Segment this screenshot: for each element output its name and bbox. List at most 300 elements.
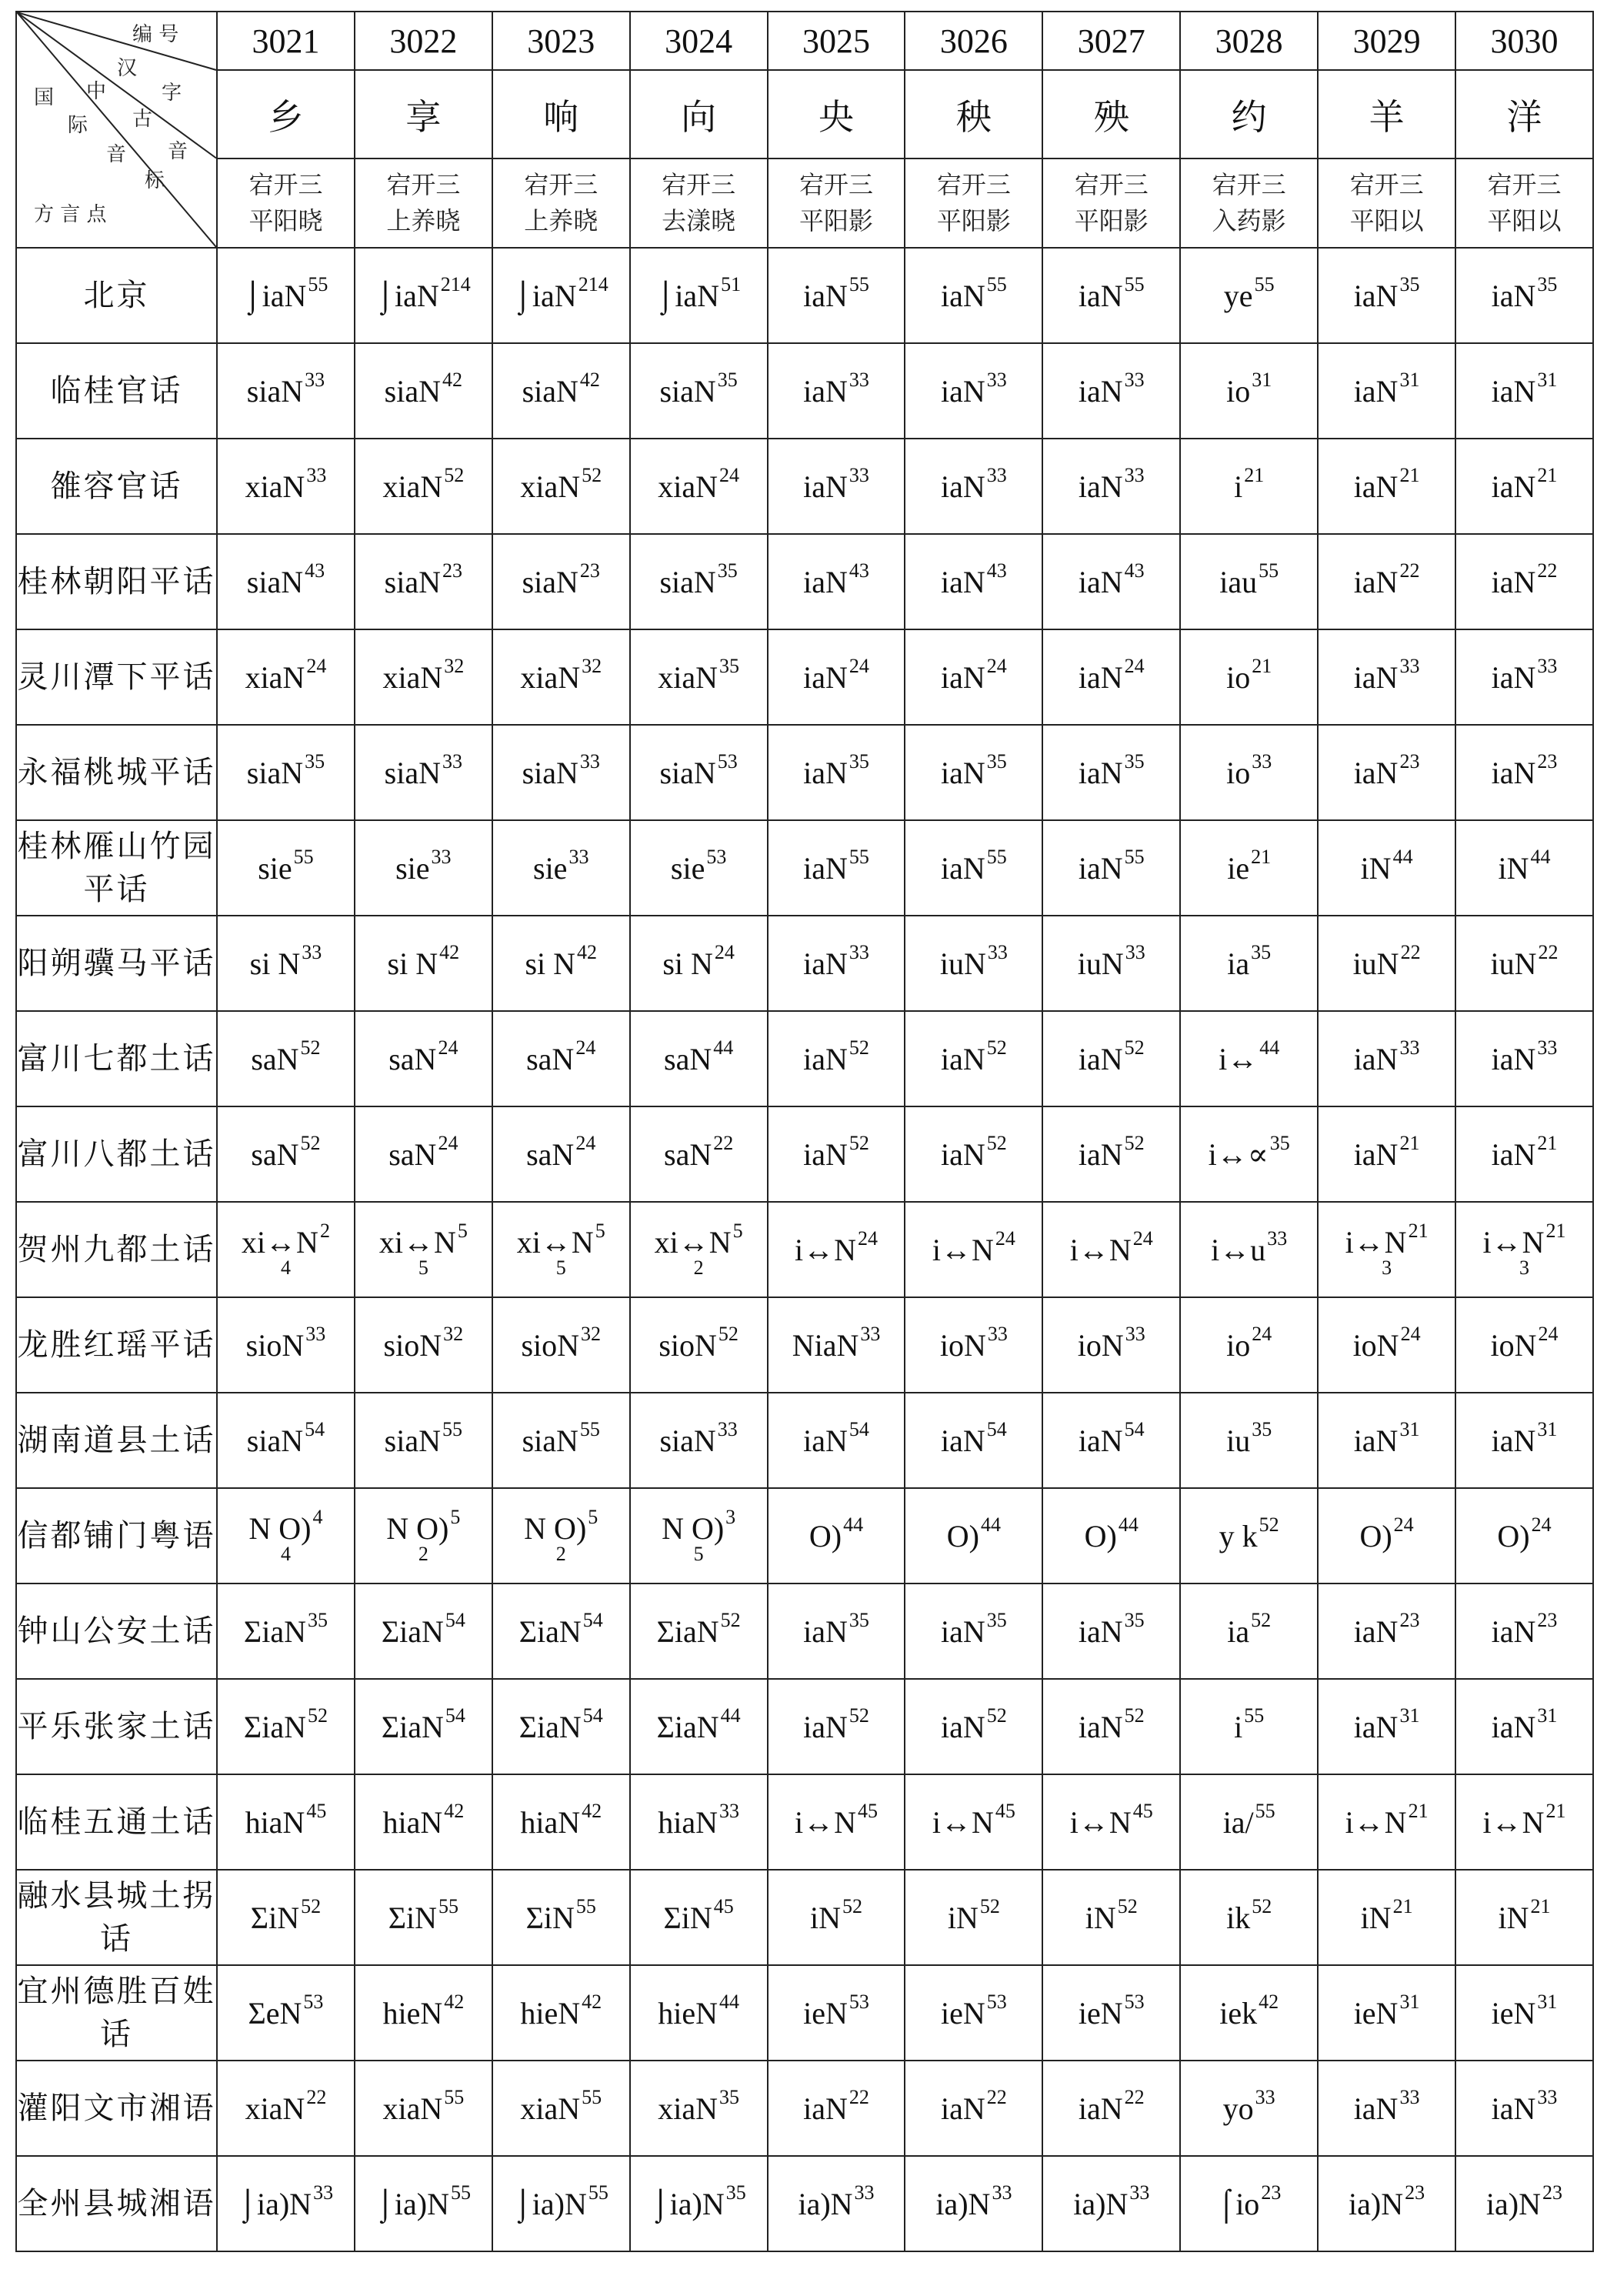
column-phonology [1042, 159, 1180, 248]
tone-number: 22 [1538, 941, 1559, 963]
pronunciation-cell [492, 916, 630, 1011]
pronunciation-base: iaN [1353, 659, 1399, 695]
pronunciation-base: sie [258, 850, 292, 886]
pronunciation-cell [768, 1011, 905, 1106]
phonology-line-1: 宕开三 [524, 170, 598, 199]
tone-number: 52 [444, 464, 465, 486]
pronunciation-cell [1318, 1011, 1455, 1106]
phonology-line-1: 宕开三 [1487, 170, 1562, 199]
tone-number: 214 [578, 273, 608, 295]
tone-number: 55 [849, 273, 869, 295]
pronunciation-cell [1180, 1679, 1318, 1774]
pronunciation-cell [492, 1965, 630, 2061]
tone-number: 54 [986, 1418, 1007, 1440]
tone-number: 35 [1252, 1418, 1272, 1440]
pronunciation-base: iaN [1491, 564, 1536, 599]
tone-number: 24 [1252, 1323, 1272, 1345]
pronunciation-base: iN [1085, 1900, 1116, 1935]
pronunciation-base: siaN [522, 373, 578, 409]
pronunciation-cell [355, 629, 492, 725]
pronunciation-base: iuN [1077, 946, 1124, 981]
pronunciation-base: iN [1498, 1900, 1529, 1935]
pronunciation-cell [1318, 534, 1455, 629]
pronunciation-cell [1180, 2061, 1318, 2156]
tone-number: 21 [1408, 1800, 1429, 1822]
tone-number: 52 [979, 1895, 1000, 1917]
tone-number-continued: 3 [1382, 1256, 1392, 1279]
tone-number: 24 [858, 1227, 878, 1250]
tone-number: 43 [986, 559, 1007, 582]
pronunciation-base: ik [1226, 1900, 1251, 1935]
dialect-point-name: 北京 [16, 248, 217, 343]
pronunciation-base: iaN [1491, 1423, 1536, 1458]
pronunciation-base: O) [1084, 1518, 1117, 1553]
table-row [16, 1011, 1593, 1106]
pronunciation-cell [492, 1870, 630, 1965]
pronunciation-cell [1042, 1870, 1180, 1965]
pronunciation-cell [1455, 820, 1593, 916]
table-row [16, 1870, 1593, 1965]
pronunciation-base: iaN [1353, 1041, 1399, 1076]
tone-number: 31 [1399, 1418, 1420, 1440]
pronunciation-base: ieN [1491, 1995, 1536, 2031]
pronunciation-base: ⌡iaN [375, 278, 439, 313]
pronunciation-base: iaN [1353, 2091, 1399, 2126]
tone-number: 35 [986, 750, 1007, 773]
pronunciation-cell [768, 1202, 905, 1297]
pronunciation-base: io [1226, 659, 1251, 695]
tone-number: 22 [306, 2086, 327, 2108]
tone-number: 54 [445, 1704, 465, 1727]
tone-number-continued: 2 [418, 1542, 428, 1565]
table-row [16, 1488, 1593, 1584]
tone-number: 31 [1537, 1991, 1558, 2013]
column-character: 央 [768, 70, 905, 159]
pronunciation-base: iaN [1491, 373, 1536, 409]
pronunciation-cell [1180, 1297, 1318, 1393]
tone-number: 33 [987, 1323, 1008, 1345]
tone-number: 31 [1537, 1704, 1558, 1727]
pronunciation-base: ⌡ia)N [513, 2186, 587, 2221]
tone-number: 23 [1537, 1609, 1558, 1631]
pronunciation-base: iaN [1353, 373, 1399, 409]
pronunciation-base: ie [1227, 850, 1250, 886]
pronunciation-base: io [1226, 755, 1251, 790]
table-row [16, 629, 1593, 725]
tone-number: 23 [1405, 2181, 1425, 2204]
pronunciation-cell [1042, 2156, 1180, 2251]
pronunciation-base: y k [1219, 1518, 1258, 1553]
pronunciation-cell [492, 1584, 630, 1679]
pronunciation-cell [1455, 1679, 1593, 1774]
pronunciation-base: hieN [658, 1995, 718, 2031]
pronunciation-base: iaN [1078, 1709, 1123, 1744]
tone-number: 42 [1259, 1991, 1279, 2013]
pronunciation-cell [1455, 343, 1593, 439]
pronunciation-base: ⌡iaN [513, 278, 577, 313]
tone-number: 24 [714, 941, 735, 963]
pronunciation-cell [1180, 916, 1318, 1011]
pronunciation-base: iaN [803, 1709, 848, 1744]
pronunciation-base: iN [947, 1900, 979, 1935]
pronunciation-base: sioN [245, 1327, 305, 1363]
pronunciation-cell [905, 1679, 1042, 1774]
pronunciation-base: ΣiN [525, 1900, 575, 1935]
tone-number: 31 [1252, 369, 1272, 391]
pronunciation-base: i↔N [932, 1804, 994, 1840]
pronunciation-cell [1042, 1774, 1180, 1870]
pronunciation-cell [630, 1870, 768, 1965]
pronunciation-base: siaN [659, 564, 716, 599]
pronunciation-cell [905, 1106, 1042, 1202]
pronunciation-base: ΣiN [388, 1900, 437, 1935]
tone-number: 44 [1259, 1036, 1280, 1059]
pronunciation-cell [1455, 1297, 1593, 1393]
tone-number: 24 [1538, 1323, 1559, 1345]
pronunciation-base: siaN [384, 373, 441, 409]
tone-number: 35 [725, 2181, 746, 2204]
tone-number: 45 [858, 1800, 878, 1822]
tone-number: 35 [1124, 750, 1145, 773]
pronunciation-cell [492, 2061, 630, 2156]
pronunciation-base: hiaN [658, 1804, 718, 1840]
dialect-point-name: 全州县城湘语 [16, 2156, 217, 2251]
pronunciation-base: iaN [803, 659, 848, 695]
column-phonology [217, 159, 355, 248]
pronunciation-cell [217, 1393, 355, 1488]
pronunciation-cell [492, 534, 630, 629]
pronunciation-base: ia [1227, 946, 1250, 981]
tone-number: 42 [579, 369, 600, 391]
tone-number: 33 [305, 1323, 326, 1345]
pronunciation-base: saN [526, 1136, 575, 1172]
pronunciation-cell [1318, 2156, 1455, 2251]
pronunciation-cell [1180, 1488, 1318, 1584]
tone-number: 33 [854, 2181, 875, 2204]
pronunciation-cell [1455, 725, 1593, 820]
pronunciation-cell [630, 1297, 768, 1393]
pronunciation-base: xiaN [520, 659, 581, 695]
tone-number: 55 [1124, 846, 1145, 868]
table-row [16, 534, 1593, 629]
pronunciation-cell [1180, 1393, 1318, 1488]
tone-number: 24 [306, 655, 327, 677]
phonology-line-1: 宕开三 [1212, 170, 1286, 199]
dialect-point-name: 临桂五通土话 [16, 1774, 217, 1870]
pronunciation-cell [905, 2156, 1042, 2251]
corner-char-zi: 字 [162, 82, 182, 105]
pronunciation-cell [1455, 1584, 1593, 1679]
column-number: 3028 [1180, 12, 1318, 70]
pronunciation-base: ia)N [935, 2186, 991, 2221]
dialect-point-name: 雒容官话 [16, 439, 217, 534]
pronunciation-base: siaN [246, 755, 304, 790]
tone-number: 44 [720, 1704, 741, 1727]
pronunciation-base: iaN [1078, 1614, 1123, 1649]
pronunciation-cell [217, 534, 355, 629]
pronunciation-base: N O) [248, 1510, 312, 1546]
tone-number: 21 [1399, 464, 1420, 486]
tone-number: 33 [986, 369, 1007, 391]
pronunciation-base: iaN [1491, 469, 1536, 504]
tone-number: 33 [442, 750, 462, 773]
dialect-point-name: 贺州九都土话 [16, 1202, 217, 1297]
pronunciation-cell [492, 820, 630, 916]
column-character: 秧 [905, 70, 1042, 159]
pronunciation-cell [217, 820, 355, 916]
tone-number: 33 [313, 2181, 334, 2204]
phonology-line-1: 宕开三 [1349, 170, 1424, 199]
pronunciation-cell [355, 1106, 492, 1202]
pronunciation-base: iaN [1078, 564, 1123, 599]
tone-number: 44 [1392, 846, 1413, 868]
pronunciation-base: ieN [1078, 1995, 1123, 2031]
pronunciation-base: NiaN [792, 1327, 859, 1363]
pronunciation-base: iaN [941, 564, 985, 599]
pronunciation-cell [1455, 534, 1593, 629]
tone-number: 22 [986, 2086, 1007, 2108]
pronunciation-cell [630, 248, 768, 343]
table-row [16, 248, 1593, 343]
pronunciation-base: ΣiaN [518, 1614, 582, 1649]
pronunciation-base: siaN [522, 755, 578, 790]
pronunciation-base: si N [662, 946, 713, 981]
tone-number: 23 [1537, 750, 1558, 773]
pronunciation-base: xi↔N [654, 1224, 732, 1260]
pronunciation-cell [1318, 1870, 1455, 1965]
tone-number: 33 [1124, 464, 1145, 486]
pronunciation-cell [1180, 1584, 1318, 1679]
tone-number: 52 [849, 1132, 869, 1154]
pronunciation-base: O) [1497, 1518, 1530, 1553]
tone-number: 52 [986, 1132, 1007, 1154]
tone-number: 53 [1124, 1991, 1145, 2013]
phonology-line-1: 宕开三 [386, 170, 461, 199]
pronunciation-base: sie [533, 850, 568, 886]
tone-number: 22 [849, 2086, 869, 2108]
pronunciation-base: iaN [1078, 373, 1123, 409]
column-phonology [1180, 159, 1318, 248]
pronunciation-cell [1180, 1965, 1318, 2061]
pronunciation-cell [1318, 725, 1455, 820]
dialect-point-name: 永福桃城平话 [16, 725, 217, 820]
pronunciation-cell [630, 1488, 768, 1584]
pronunciation-base: ⌡ia)N [651, 2186, 725, 2221]
pronunciation-base: iaN [1491, 278, 1536, 313]
pronunciation-cell [1042, 1393, 1180, 1488]
pronunciation-cell [905, 1011, 1042, 1106]
pronunciation-base: hieN [520, 1995, 581, 2031]
phonology-line-2: 上养晓 [524, 206, 598, 235]
pronunciation-base: iaN [1078, 755, 1123, 790]
column-number: 3023 [492, 12, 630, 70]
pronunciation-cell [1318, 248, 1455, 343]
pronunciation-cell [1042, 1679, 1180, 1774]
pronunciation-base: iaN [941, 2091, 985, 2126]
table-row [16, 2156, 1593, 2251]
dialect-point-name: 平乐张家土话 [16, 1679, 217, 1774]
pronunciation-cell [492, 1393, 630, 1488]
tone-number: 5 [457, 1220, 468, 1242]
pronunciation-cell [355, 439, 492, 534]
table-row [16, 1106, 1593, 1202]
pronunciation-base: xiaN [658, 659, 718, 695]
pronunciation-cell [905, 820, 1042, 916]
pronunciation-base: iaN [1353, 469, 1399, 504]
pronunciation-base: hiaN [245, 1804, 305, 1840]
pronunciation-cell [1455, 2156, 1593, 2251]
pronunciation-base: xiaN [520, 469, 581, 504]
pronunciation-cell [1318, 916, 1455, 1011]
pronunciation-cell [1042, 2061, 1180, 2156]
pronunciation-cell [217, 1297, 355, 1393]
tone-number: 55 [582, 2086, 602, 2108]
table-row [16, 343, 1593, 439]
tone-number: 35 [1537, 273, 1558, 295]
table-row [16, 1393, 1593, 1488]
pronunciation-base: iaN [1353, 1423, 1399, 1458]
tone-number: 44 [1118, 1513, 1139, 1536]
pronunciation-cell [217, 1011, 355, 1106]
pronunciation-base: O) [946, 1518, 979, 1553]
pronunciation-cell [1318, 820, 1455, 916]
pronunciation-cell [217, 725, 355, 820]
phonology-line-2: 平阳影 [1074, 206, 1149, 235]
tone-number: 33 [1124, 369, 1145, 391]
pronunciation-base: iaN [1078, 659, 1123, 695]
pronunciation-base: io [1226, 373, 1251, 409]
pronunciation-base: ΣiaN [656, 1614, 719, 1649]
pronunciation-cell [768, 1106, 905, 1202]
pronunciation-cell [355, 820, 492, 916]
pronunciation-base: ⌠io [1217, 2186, 1260, 2221]
pronunciation-cell [630, 439, 768, 534]
pronunciation-base: iau [1219, 564, 1258, 599]
pronunciation-base: O) [809, 1518, 842, 1553]
column-character: 向 [630, 70, 768, 159]
pronunciation-base: ye [1223, 278, 1253, 313]
pronunciation-cell [768, 820, 905, 916]
tone-number: 35 [307, 1609, 328, 1631]
tone-number: 23 [1261, 2181, 1282, 2204]
tone-number-continued: 2 [693, 1256, 704, 1279]
pronunciation-cell [1318, 439, 1455, 534]
column-phonology [492, 159, 630, 248]
pronunciation-cell [1318, 343, 1455, 439]
pronunciation-cell [355, 916, 492, 1011]
pronunciation-base: saN [251, 1041, 299, 1076]
phonology-line-2: 平阳影 [799, 206, 874, 235]
dialect-point-name: 阳朔骥马平话 [16, 916, 217, 1011]
pronunciation-cell [1042, 629, 1180, 725]
corner-char-zhong: 中 [86, 80, 107, 103]
tone-number: 52 [300, 1132, 321, 1154]
pronunciation-cell [768, 1870, 905, 1965]
pronunciation-cell [492, 1774, 630, 1870]
pronunciation-cell [492, 1679, 630, 1774]
column-character: 羊 [1318, 70, 1455, 159]
tone-number: 5 [450, 1506, 461, 1528]
pronunciation-cell [1318, 1584, 1455, 1679]
pronunciation-cell [1318, 1774, 1455, 1870]
tone-number: 21 [1545, 1220, 1566, 1242]
pronunciation-cell [355, 1584, 492, 1679]
pronunciation-base: iaN [1078, 1136, 1123, 1172]
tone-number: 35 [1251, 941, 1272, 963]
tone-number: 45 [1132, 1800, 1153, 1822]
tone-number: 31 [1537, 369, 1558, 391]
table-row [16, 1965, 1593, 2061]
tone-number: 33 [849, 464, 869, 486]
tone-number-continued: 5 [555, 1256, 566, 1279]
pronunciation-cell [768, 1774, 905, 1870]
tone-number: 33 [1537, 2086, 1558, 2108]
dialect-point-name: 湖南道县土话 [16, 1393, 217, 1488]
pronunciation-cell [905, 534, 1042, 629]
pronunciation-cell [1180, 725, 1318, 820]
tone-number: 24 [575, 1132, 596, 1154]
pronunciation-cell [492, 1106, 630, 1202]
tone-number: 43 [849, 559, 869, 582]
tone-number: 42 [582, 1991, 602, 2013]
pronunciation-base: xiaN [245, 2091, 305, 2126]
phonology-line-2: 入药影 [1212, 206, 1286, 235]
pronunciation-base: iaN [941, 469, 985, 504]
phonology-line-2: 平阳以 [1349, 206, 1424, 235]
tone-number: 42 [442, 369, 462, 391]
pronunciation-base: saN [526, 1041, 575, 1076]
tone-number: 33 [306, 464, 327, 486]
tone-number: 54 [849, 1418, 869, 1440]
pronunciation-cell [492, 1011, 630, 1106]
tone-number: 44 [713, 1036, 734, 1059]
tone-number: 52 [1251, 1609, 1272, 1631]
pronunciation-base: iaN [803, 946, 848, 981]
pronunciation-base: ieN [1353, 1995, 1399, 2031]
tone-number: 33 [1399, 2086, 1420, 2108]
tone-number: 33 [1399, 655, 1420, 677]
pronunciation-base: xi↔N [516, 1224, 594, 1260]
tone-number: 3 [725, 1506, 736, 1528]
pronunciation-cell [1318, 629, 1455, 725]
tone-number: 55 [986, 846, 1007, 868]
pronunciation-base: iN [1360, 850, 1392, 886]
pronunciation-base: sioN [521, 1327, 580, 1363]
tone-number: 42 [582, 1800, 602, 1822]
pronunciation-base: iN [810, 1900, 841, 1935]
pronunciation-cell [768, 1679, 905, 1774]
tone-number: 33 [1537, 655, 1558, 677]
tone-number: 44 [1530, 846, 1551, 868]
pronunciation-cell [1042, 1106, 1180, 1202]
pronunciation-cell [492, 629, 630, 725]
pronunciation-cell [1455, 1393, 1593, 1488]
tone-number: 55 [308, 273, 328, 295]
pronunciation-cell [1318, 1297, 1455, 1393]
dialect-point-name: 富川八都土话 [16, 1106, 217, 1202]
pronunciation-cell [355, 343, 492, 439]
pronunciation-base: siaN [659, 755, 716, 790]
pronunciation-base: ΣiaN [243, 1709, 306, 1744]
tone-number: 5 [732, 1220, 743, 1242]
tone-number: 22 [1537, 559, 1558, 582]
pronunciation-cell [1042, 1202, 1180, 1297]
pronunciation-base: si N [525, 946, 576, 981]
corner-char-guo: 国 [34, 86, 55, 109]
pronunciation-cell [1042, 1011, 1180, 1106]
pronunciation-base: ΣeN [248, 1995, 302, 2031]
pronunciation-base: iaN [1353, 1614, 1399, 1649]
